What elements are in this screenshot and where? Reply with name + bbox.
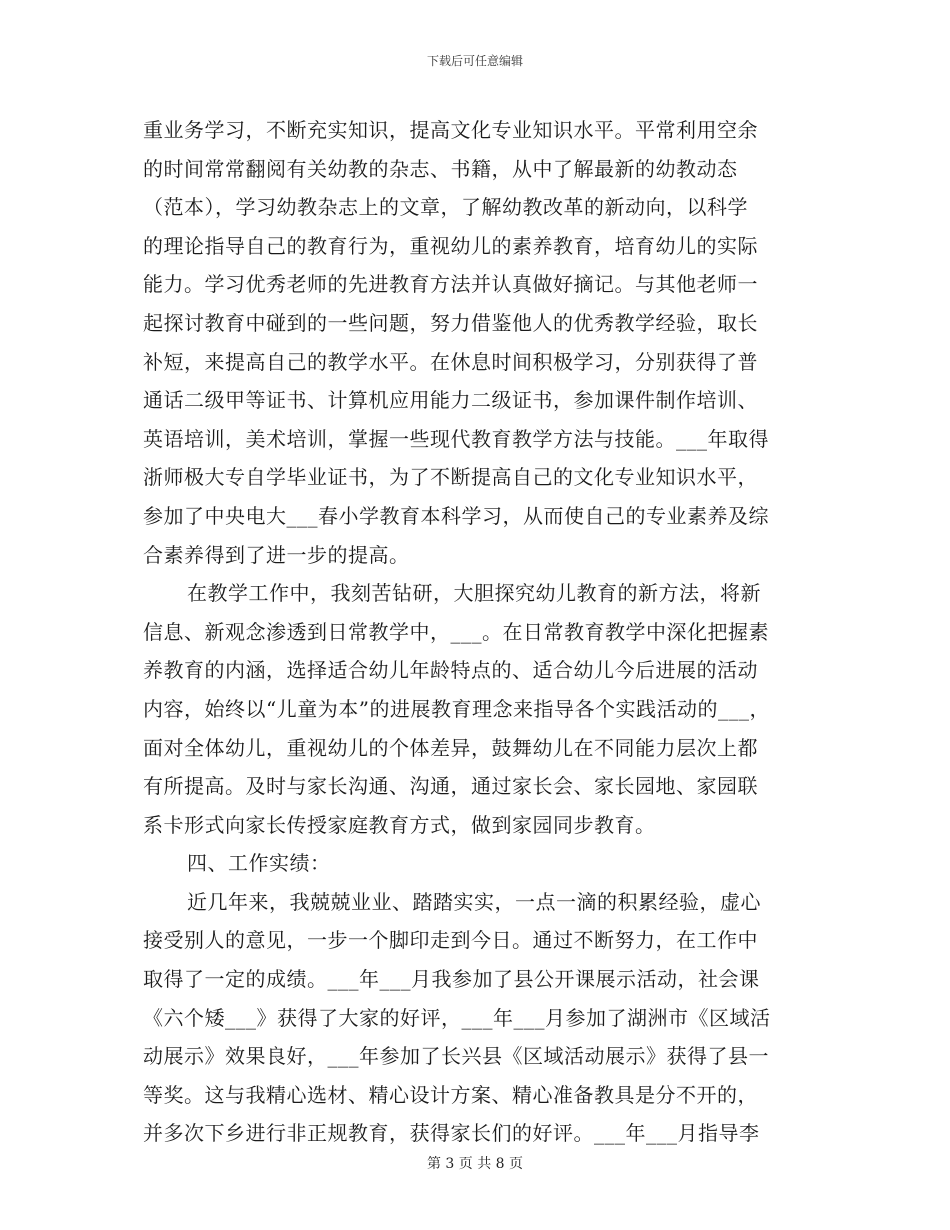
body-line: 的理论指导自己的教育行为，重视幼儿的素养教育，培育幼儿的实际 xyxy=(143,233,758,258)
body-line: 动展示》效果良好，___年参加了长兴县《区域活动展示》获得了县一 xyxy=(143,1044,769,1069)
document-body xyxy=(143,111,811,1153)
body-line: 英语培训，美术培训，掌握一些现代教育教学方法与技能。___年取得 xyxy=(143,426,769,451)
body-line: 取得了一定的成绩。___年___月我参加了县公开课展示活动，社会课 xyxy=(143,967,760,992)
body-line: 四、工作实绩： xyxy=(187,851,331,876)
page-header: 下载后可任意编辑 xyxy=(426,54,523,68)
body-line: 《六个矮___》获得了大家的好评，___年___月参加了湖洲市《区域活 xyxy=(143,1005,771,1030)
body-line: 并多次下乡进行非正规教育，获得家长们的好评。___年___月指导李 xyxy=(143,1121,760,1146)
body-line: 内容，始终以“儿童为本”的进展教育理念来指导各个实践活动的___， xyxy=(143,696,770,721)
body-line: 有所提高。及时与家长沟通、沟通，通过家长会、家长园地、家园联 xyxy=(143,774,758,799)
body-line: 面对全体幼儿，重视幼儿的个体差异，鼓舞幼儿在不同能力层次上都 xyxy=(143,735,758,760)
body-line: 信息、新观念渗透到日常教学中，___。在日常教育教学中深化把握素 xyxy=(143,619,769,644)
body-line: 等奖。这与我精心选材、精心设计方案、精心准备教具是分不开的， xyxy=(143,1082,758,1107)
body-line: 在教学工作中，我刻苦钻研，大胆探究幼儿教育的新方法，将新 xyxy=(187,581,761,606)
body-line: 接受别人的意见，一步一个脚印走到今日。通过不断努力，在工作中 xyxy=(143,928,758,953)
body-line: 近几年来，我兢兢业业、踏踏实实，一点一滴的积累经验，虚心 xyxy=(187,889,761,914)
body-line: 参加了中央电大___春小学教育本科学习，从而使自己的专业素养及综 xyxy=(143,503,769,528)
body-line: 重业务学习，不断充实知识，提高文化专业知识水平。平常利用空余 xyxy=(143,118,758,142)
body-line: 系卡形式向家长传授家庭教育方式，做到家园同步教育。 xyxy=(143,812,656,837)
body-line: （范本），学习幼教杂志上的文章，了解幼教改革的新动向，以科学 xyxy=(143,195,748,220)
body-line: 的时间常常翻阅有关幼教的杂志、书籍，从中了解最新的幼教动态 xyxy=(143,156,738,181)
body-line: 补短，来提高自己的教学水平。在休息时间积极学习，分别获得了普 xyxy=(143,349,758,374)
body-line: 合素养得到了进一步的提高。 xyxy=(143,542,410,567)
body-line: 浙师极大专自学毕业证书，为了不断提高自己的文化专业知识水平， xyxy=(143,465,758,490)
body-line: 起探讨教育中碰到的一些问题，努力借鉴他人的优秀教学经验，取长 xyxy=(143,310,758,335)
page-footer: 第 3 页 共 8 页 xyxy=(426,1156,524,1172)
body-line: 能力。学习优秀老师的先进教育方法并认真做好摘记。与其他老师一 xyxy=(143,272,758,297)
body-line: 通话二级甲等证书、计算机应用能力二级证书，参加课件制作培训、 xyxy=(143,388,758,413)
body-line: 养教育的内涵，选择适合幼儿年龄特点的、适合幼儿今后进展的活动 xyxy=(143,658,758,683)
